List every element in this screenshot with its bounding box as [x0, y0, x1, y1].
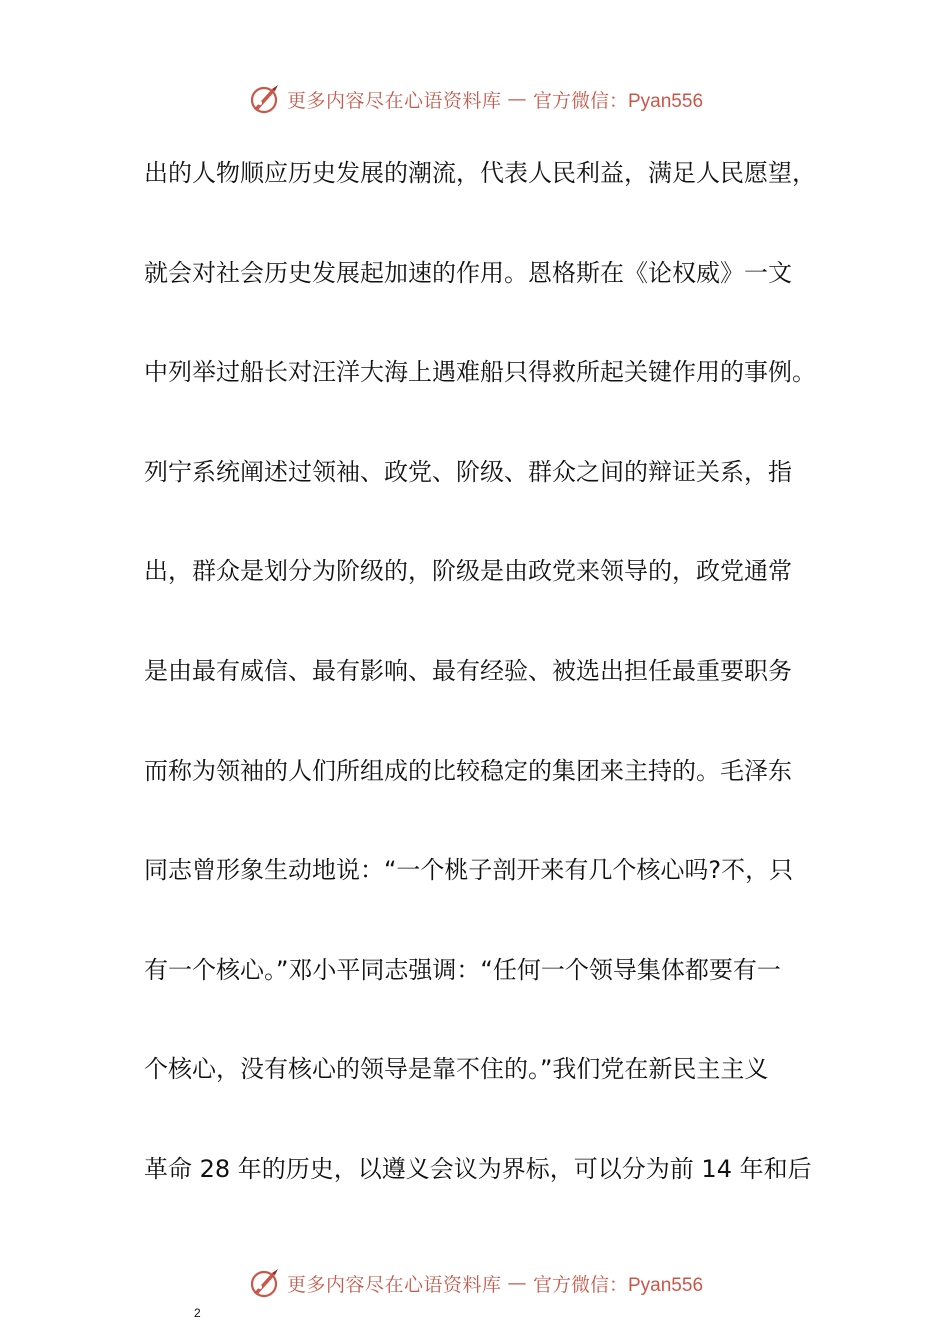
header-wechat-text: 官方微信：Pyan556: [533, 90, 704, 112]
body-line-7: 而称为领袖的人们所组成的比较稳定的集团来主持的。毛泽东: [144, 756, 792, 785]
page-number: 2: [194, 1306, 201, 1320]
body-line-9: 有一个核心。”邓小平同志强调：“任何一个领导集体都要有一: [144, 955, 781, 984]
body-line-2: 就会对社会历史发展起加速的作用。恩格斯在《论权威》一文: [144, 258, 792, 287]
body-line-10: 个核心，没有核心的领导是靠不住的。”我们党在新民主主义: [144, 1055, 769, 1084]
footer-wechat-text: 官方微信：Pyan556: [533, 1274, 704, 1296]
footer-brand-text: 更多内容尽在心语资料库: [286, 1273, 502, 1296]
header-brand-text: 更多内容尽在心语资料库: [286, 89, 502, 112]
header-banner: [0, 82, 950, 116]
footer-separator: —: [507, 1272, 527, 1294]
header-separator: —: [507, 88, 527, 110]
body-line-11: 革命 28 年的历史，以遵义会议为界标，可以分为前 14 年和后: [144, 1154, 812, 1183]
body-line-1: 出的人物顺应历史发展的潮流，代表人民利益，满足人民愿望，: [144, 159, 816, 187]
body-line-6: 是由最有威信、最有影响、最有经验、被选出担任最重要职务: [144, 656, 792, 685]
body-line-5: 出，群众是划分为阶级的，阶级是由政党来领导的，政党通常: [144, 557, 792, 586]
quill-pen-logo-icon: [247, 82, 281, 116]
body-line-3: 中列举过船长对汪洋大海上遇难船只得救所起关键作用的事例。: [144, 358, 816, 387]
footer-banner: [0, 1266, 950, 1300]
quill-pen-logo-icon: [247, 1266, 281, 1300]
body-line-4: 列宁系统阐述过领袖、政党、阶级、群众之间的辩证关系，指: [144, 457, 792, 486]
document-body: [144, 150, 824, 1246]
body-line-8: 同志曾形象生动地说：“一个桃子剖开来有几个核心吗?不，只: [144, 856, 794, 885]
